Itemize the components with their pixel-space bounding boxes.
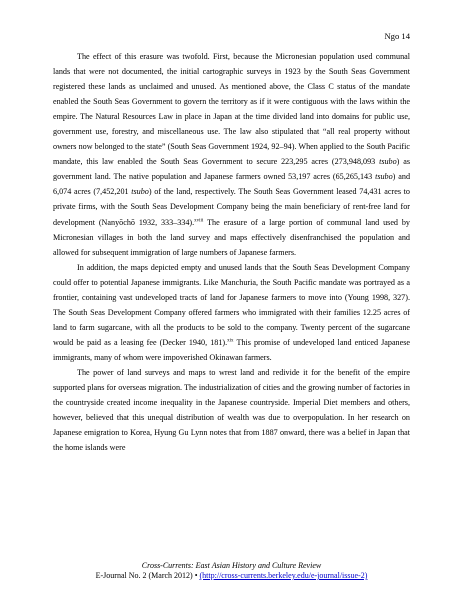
endnote-marker[interactable]: xix [227, 338, 234, 344]
paragraph-text-continued: The erasure of a large portion of communal land used by Micronesian villages in both the land survey and maps effectively disenfranchised the population and allowed for subsequent immigration of large numbers of Japanese farmers. [53, 217, 410, 257]
page-number: Ngo 14 [384, 31, 410, 41]
paragraph-text: The effect of this erasure was twofold. First, because the Micronesian population used communal lands that were not documented, the initial cartographic surveys in 1923 by the South Seas Government registered these lands as unclaimed and unused. As mentioned above, the Class C status of the mandate enabled the South Seas Government to govern the territory as if it were contiguous with the laws within the empire. The Natural Resources Law in place in Japan at the time divided land into domains for public use, government use, forestry, and miscellaneous use. The law also stipulated that “all real property without owners now belonged to the state” (South Seas Government 1924, 92–94). When applied to the South Pacific mandate, this law enabled the South Seas Government to secure 223,295 acres (273,948,093 tsubo) as government land. The native population and Japanese farmers owned 53,197 acres (65,265,143 tsubo) and 6,074 acres (7,452,201 tsubo) of the land, respectively. The South Seas Government leased 74,431 acres to private firms, with the South Seas Development Company being the main beneficiary of rent-free land for development (Nanyōchō 1932, 333–334). [53, 52, 411, 227]
issue-link[interactable]: (http://cross-currents.berkeley.edu/e-journal/issue-2) [199, 571, 368, 580]
page-footer [0, 561, 463, 581]
paragraph [53, 365, 410, 455]
journal-title: Cross-Currents: East Asian History and Culture Review [141, 561, 322, 570]
paragraph [53, 49, 410, 260]
issue-label: E-Journal No. 2 (March 2012) [95, 571, 193, 580]
issue-line [0, 571, 463, 581]
endnote-marker[interactable]: xviii [194, 217, 204, 223]
paragraph-text: The power of land surveys and maps to wrest land and redivide it for the benefit of the empire supported plans for overseas migration. The industrialization of cities and the growing number of factories in the countryside created income inequality in the Japanese countryside. Imperial Diet members and others, however, believed that this unequal distribution of wealth was due to overpopulation. In her research on Japanese emigration to Korea, Hyung Gu Lynn notes that from 1887 onward, there was a belief in Japan that the home islands were [53, 367, 410, 453]
page-header [384, 31, 410, 41]
paragraph-text-continued: This promise of undeveloped land enticed Japanese immigrants, many of whom were impoverished Okinawan farmers. [53, 337, 410, 362]
body-text [53, 49, 410, 455]
bullet-separator: • [194, 571, 198, 580]
paragraph [53, 260, 410, 365]
paragraph-text: In addition, the maps depicted empty and unused lands that the South Seas Development Company could offer to potential Japanese immigrants. Like Manchuria, the South Pacific mandate was portrayed as a frontier, containing vast undeveloped tracts of land for Japanese farmers to move into (Young 1998, 327). The South Seas Development Company offered farmers who immigrated with their families 12.25 acres of land to farm sugarcane, with all the products to be sold to the company. Twenty percent of the sugarcane would be paid as a leasing fee (Decker 1940, 181). [53, 262, 410, 347]
